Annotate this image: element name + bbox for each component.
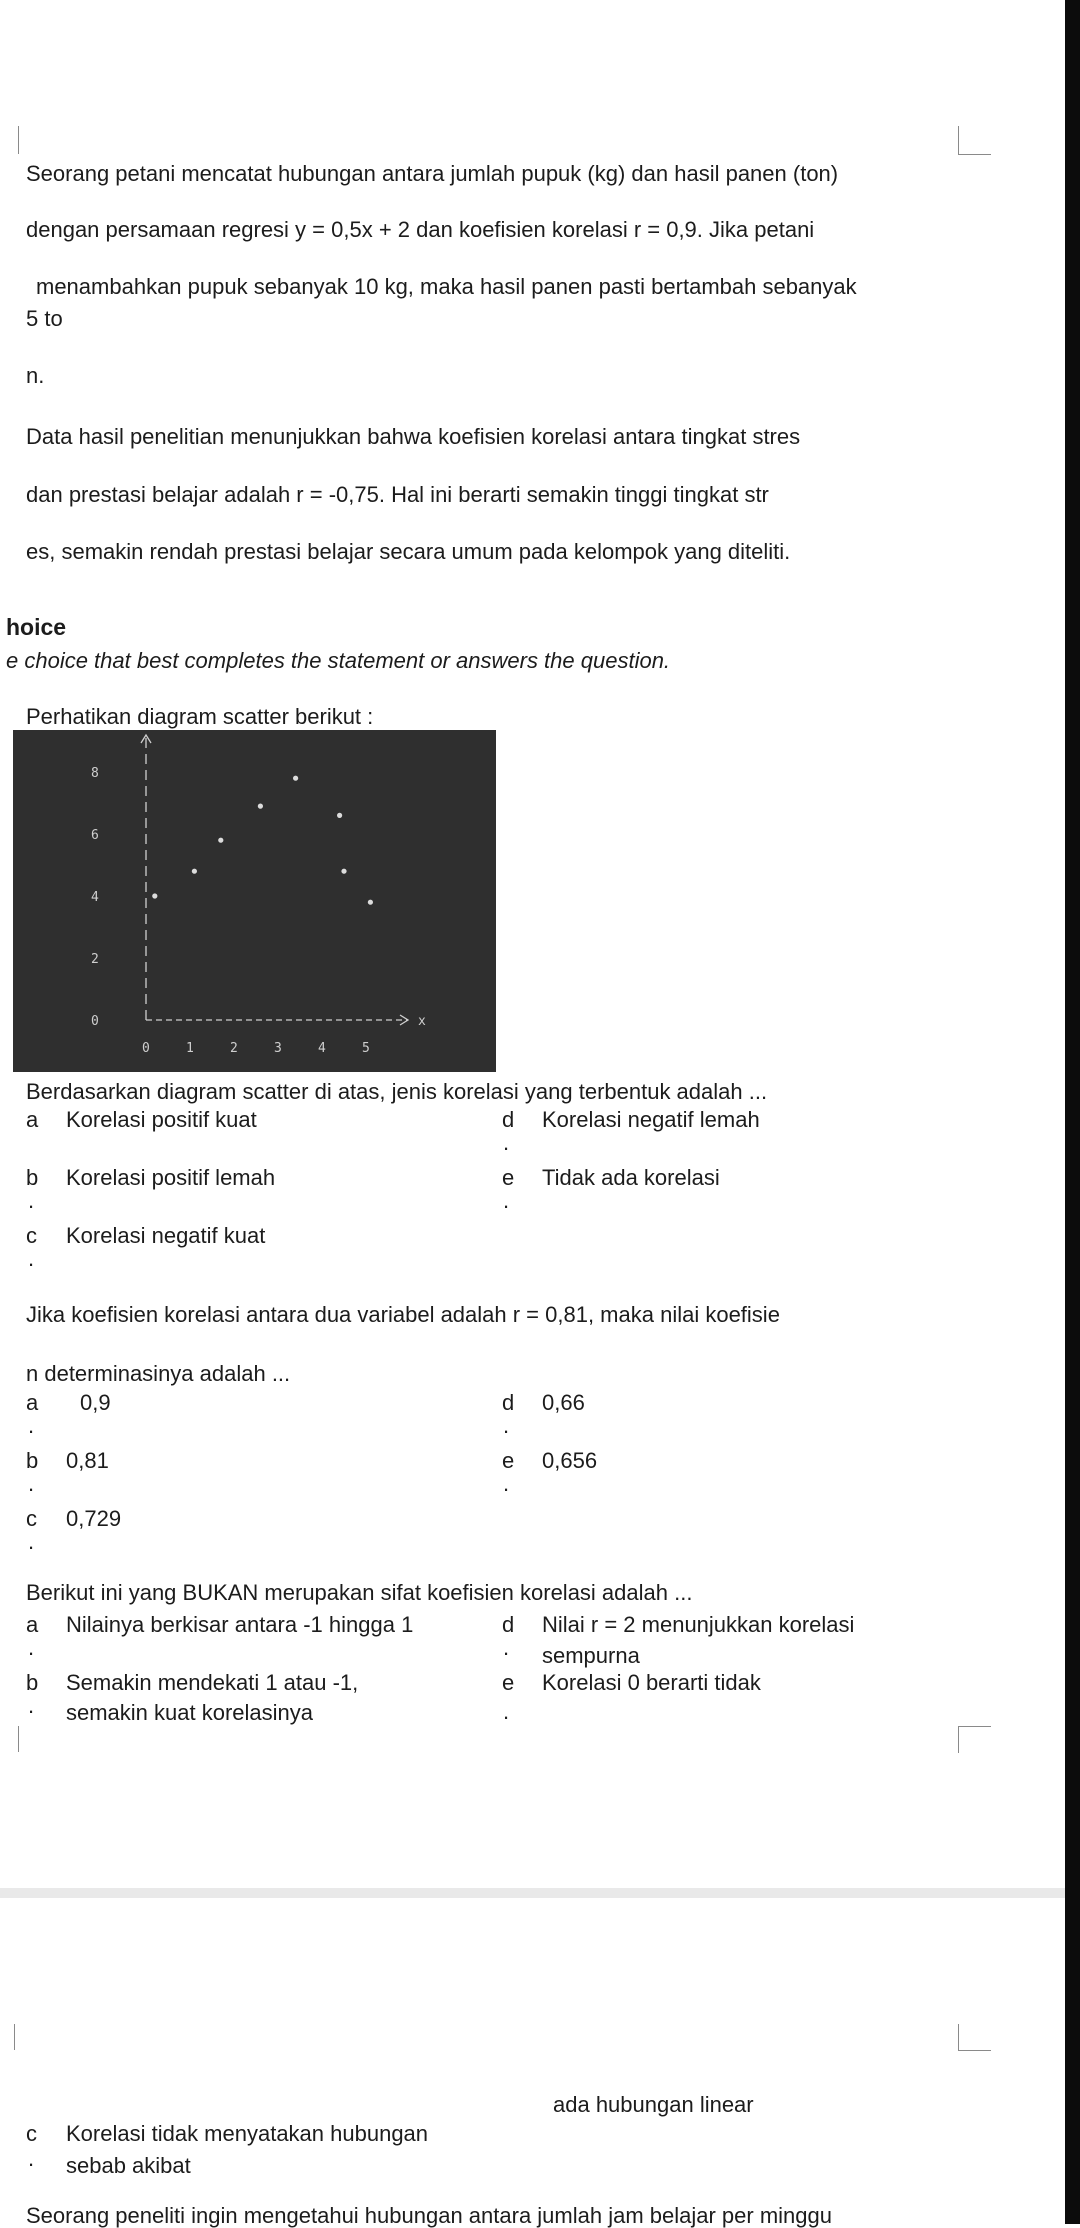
option-letter[interactable]: e <box>502 1448 515 1473</box>
question-intro: Perhatikan diagram scatter berikut : <box>26 704 374 729</box>
option-letter[interactable]: b <box>26 1165 39 1190</box>
option-text[interactable]: Korelasi negatif lemah <box>542 1107 760 1132</box>
data-point <box>337 813 342 818</box>
y-axis-label <box>142 730 150 731</box>
statement-text: n. <box>26 363 45 388</box>
data-point <box>368 900 373 905</box>
option-letter[interactable]: b <box>26 1448 39 1473</box>
question-text: Jika koefisien korelasi antara dua variabel adalah r = 0,81, maka nilai koefisie <box>26 1302 780 1327</box>
x-tick-label: 5 <box>362 1041 370 1056</box>
option-letter[interactable]: c <box>26 1506 37 1531</box>
section-instruction: e choice that best completes the statement or answers the question. <box>6 648 671 673</box>
option-text[interactable]: 0,66 <box>542 1390 585 1415</box>
dot-mark: . <box>503 1471 510 1496</box>
x-tick-label: 2 <box>230 1041 238 1056</box>
option-text[interactable]: sempurna <box>542 1643 640 1668</box>
dot-mark: . <box>503 1413 510 1438</box>
statement-text: Data hasil penelitian menunjukkan bahwa koefisien korelasi antara tingkat stres <box>26 424 801 449</box>
option-text[interactable]: semakin kuat korelasinya <box>66 1700 314 1725</box>
dot-mark: . <box>503 1635 510 1660</box>
plot-axes <box>141 730 426 1029</box>
statement-text: dan prestasi belajar adalah r = -0,75. Hal ini berarti semakin tinggi tingkat str <box>26 482 769 507</box>
statement-text: 5 to <box>26 306 63 331</box>
y-tick-label: 8 <box>91 766 99 781</box>
x-tick-label: 0 <box>142 1041 150 1056</box>
scrollbar[interactable] <box>1065 0 1080 2224</box>
plot-ticks <box>91 766 370 1056</box>
option-letter[interactable]: c <box>26 2121 37 2146</box>
page-corner-mark <box>958 1726 991 1753</box>
page-corner-mark <box>18 126 19 154</box>
statement-text: menambahkan pupuk sebanyak 10 kg, maka hasil panen pasti bertambah sebanyak <box>36 274 857 299</box>
option-letter[interactable]: e <box>502 1165 515 1190</box>
option-text[interactable]: Nilai r = 2 menunjukkan korelasi <box>542 1612 855 1637</box>
dot-mark: . <box>28 1188 35 1213</box>
page-corner-mark <box>14 2024 15 2050</box>
page-corner-mark <box>958 126 991 155</box>
statement-text: es, semakin rendah prestasi belajar secara umum pada kelompok yang diteliti. <box>26 539 791 564</box>
statement-text: dengan persamaan regresi y = 0,5x + 2 dan koefisien korelasi r = 0,9. Jika petani <box>26 217 815 242</box>
data-point <box>152 893 157 898</box>
dot-mark: . <box>28 2146 35 2171</box>
data-point <box>341 869 346 874</box>
y-tick-label: 6 <box>91 828 99 843</box>
data-point <box>293 776 298 781</box>
option-text[interactable]: Korelasi negatif kuat <box>66 1223 266 1248</box>
option-text[interactable]: Tidak ada korelasi <box>542 1165 720 1190</box>
x-tick-label: 3 <box>274 1041 282 1056</box>
option-letter[interactable]: d <box>502 1612 515 1637</box>
option-text[interactable]: 0,81 <box>66 1448 109 1473</box>
plot-points <box>152 776 373 905</box>
data-point <box>218 838 223 843</box>
question-text: Seorang peneliti ingin mengetahui hubungan antara jumlah jam belajar per minggu <box>26 2203 832 2228</box>
option-letter[interactable]: a <box>26 1107 39 1132</box>
y-tick-label: 4 <box>91 890 99 905</box>
option-text[interactable]: Korelasi tidak menyatakan hubungan <box>66 2121 429 2146</box>
page-corner-mark <box>958 2024 991 2051</box>
dot-mark: . <box>28 1413 35 1438</box>
question-text: n determinasinya adalah ... <box>26 1361 291 1386</box>
option-letter[interactable]: a <box>26 1612 39 1637</box>
scatter-plot <box>13 730 496 1072</box>
x-axis-label: x <box>418 1014 426 1029</box>
option-text[interactable]: Korelasi positif lemah <box>66 1165 276 1190</box>
section-heading: hoice <box>6 614 67 640</box>
question-text: Berikut ini yang BUKAN merupakan sifat koefisien korelasi adalah ... <box>26 1580 693 1605</box>
y-tick-label: 2 <box>91 952 99 967</box>
dot-mark: . <box>28 1635 35 1660</box>
dot-mark: . <box>28 1246 35 1271</box>
option-letter[interactable]: d <box>502 1107 515 1132</box>
dot-mark: . <box>503 1699 510 1724</box>
option-letter[interactable]: d <box>502 1390 515 1415</box>
dot-mark: . <box>503 1130 510 1155</box>
x-tick-label: 1 <box>186 1041 194 1056</box>
data-point <box>192 869 197 874</box>
option-text[interactable]: sebab akibat <box>66 2153 191 2178</box>
option-text[interactable]: ada hubungan linear <box>553 2092 754 2117</box>
option-text[interactable]: Semakin mendekati 1 atau -1, <box>66 1670 359 1695</box>
dot-mark: . <box>28 1529 35 1554</box>
option-letter[interactable]: a <box>26 1390 39 1415</box>
statement-text: Seorang petani mencatat hubungan antara jumlah pupuk (kg) dan hasil panen (ton) <box>26 161 839 186</box>
option-text[interactable]: Korelasi 0 berarti tidak <box>542 1670 761 1695</box>
x-tick-label: 4 <box>318 1041 326 1056</box>
option-text[interactable]: 0,9 <box>80 1390 111 1415</box>
dot-mark: . <box>28 1693 35 1718</box>
option-letter[interactable]: b <box>26 1670 39 1695</box>
y-tick-label: 0 <box>91 1014 99 1029</box>
dot-mark: . <box>28 1471 35 1496</box>
page-separator <box>0 1888 1065 1898</box>
option-text[interactable]: 0,729 <box>66 1506 122 1531</box>
data-point <box>258 804 263 809</box>
option-letter[interactable]: c <box>26 1223 37 1248</box>
page-corner-mark <box>18 1726 19 1752</box>
dot-mark: . <box>503 1188 510 1213</box>
question-text: Berdasarkan diagram scatter di atas, jenis korelasi yang terbentuk adalah ... <box>26 1079 768 1104</box>
option-text[interactable]: 0,656 <box>542 1448 598 1473</box>
option-letter[interactable]: e <box>502 1670 515 1695</box>
option-text[interactable]: Korelasi positif kuat <box>66 1107 257 1132</box>
option-text[interactable]: Nilainya berkisar antara -1 hingga 1 <box>66 1612 414 1637</box>
